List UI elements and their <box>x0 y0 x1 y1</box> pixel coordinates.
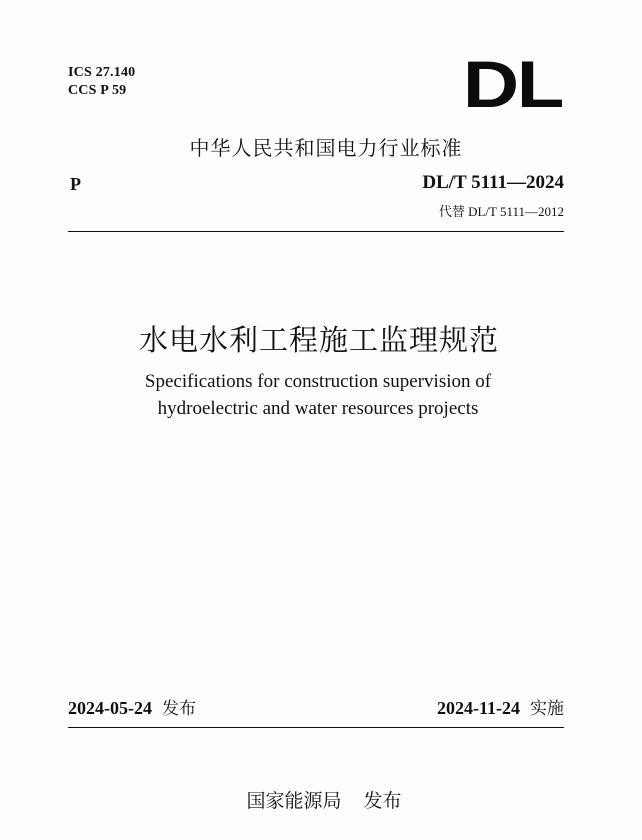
classification-codes <box>68 64 135 100</box>
issue-date-block <box>68 694 196 719</box>
replaces-standard: 代替 DL/T 5111—2012 <box>438 204 564 219</box>
publisher-name: 国家能源局 <box>246 790 342 812</box>
issue-date: 2024-05-24 <box>68 698 152 718</box>
implementation-date: 2024-11-24 <box>437 698 520 718</box>
publisher-line <box>0 786 642 813</box>
standard-number: DL/T 5111—2024 <box>422 172 564 193</box>
publish-action: 发布 <box>363 790 402 812</box>
issue-label: 发布 <box>162 699 196 719</box>
english-title-line-2: hydroelectric and water resources projects <box>157 398 479 419</box>
english-title-line-1: Specifications for construction supervision of <box>144 371 492 392</box>
implementation-label: 实施 <box>530 699 564 719</box>
english-title <box>0 368 642 422</box>
classification-letter: P <box>70 174 81 194</box>
bottom-divider <box>68 727 564 728</box>
ics-code: ICS 27.140 <box>68 65 136 80</box>
implementation-date-block <box>437 694 564 719</box>
top-divider <box>68 231 564 232</box>
standard-category: 中华人民共和国电力行业标准 <box>189 136 463 160</box>
chinese-title: 水电水利工程施工监理规范 <box>138 323 499 357</box>
ccs-code: CCS P 59 <box>68 83 127 98</box>
dl-logo: DL <box>462 47 562 121</box>
